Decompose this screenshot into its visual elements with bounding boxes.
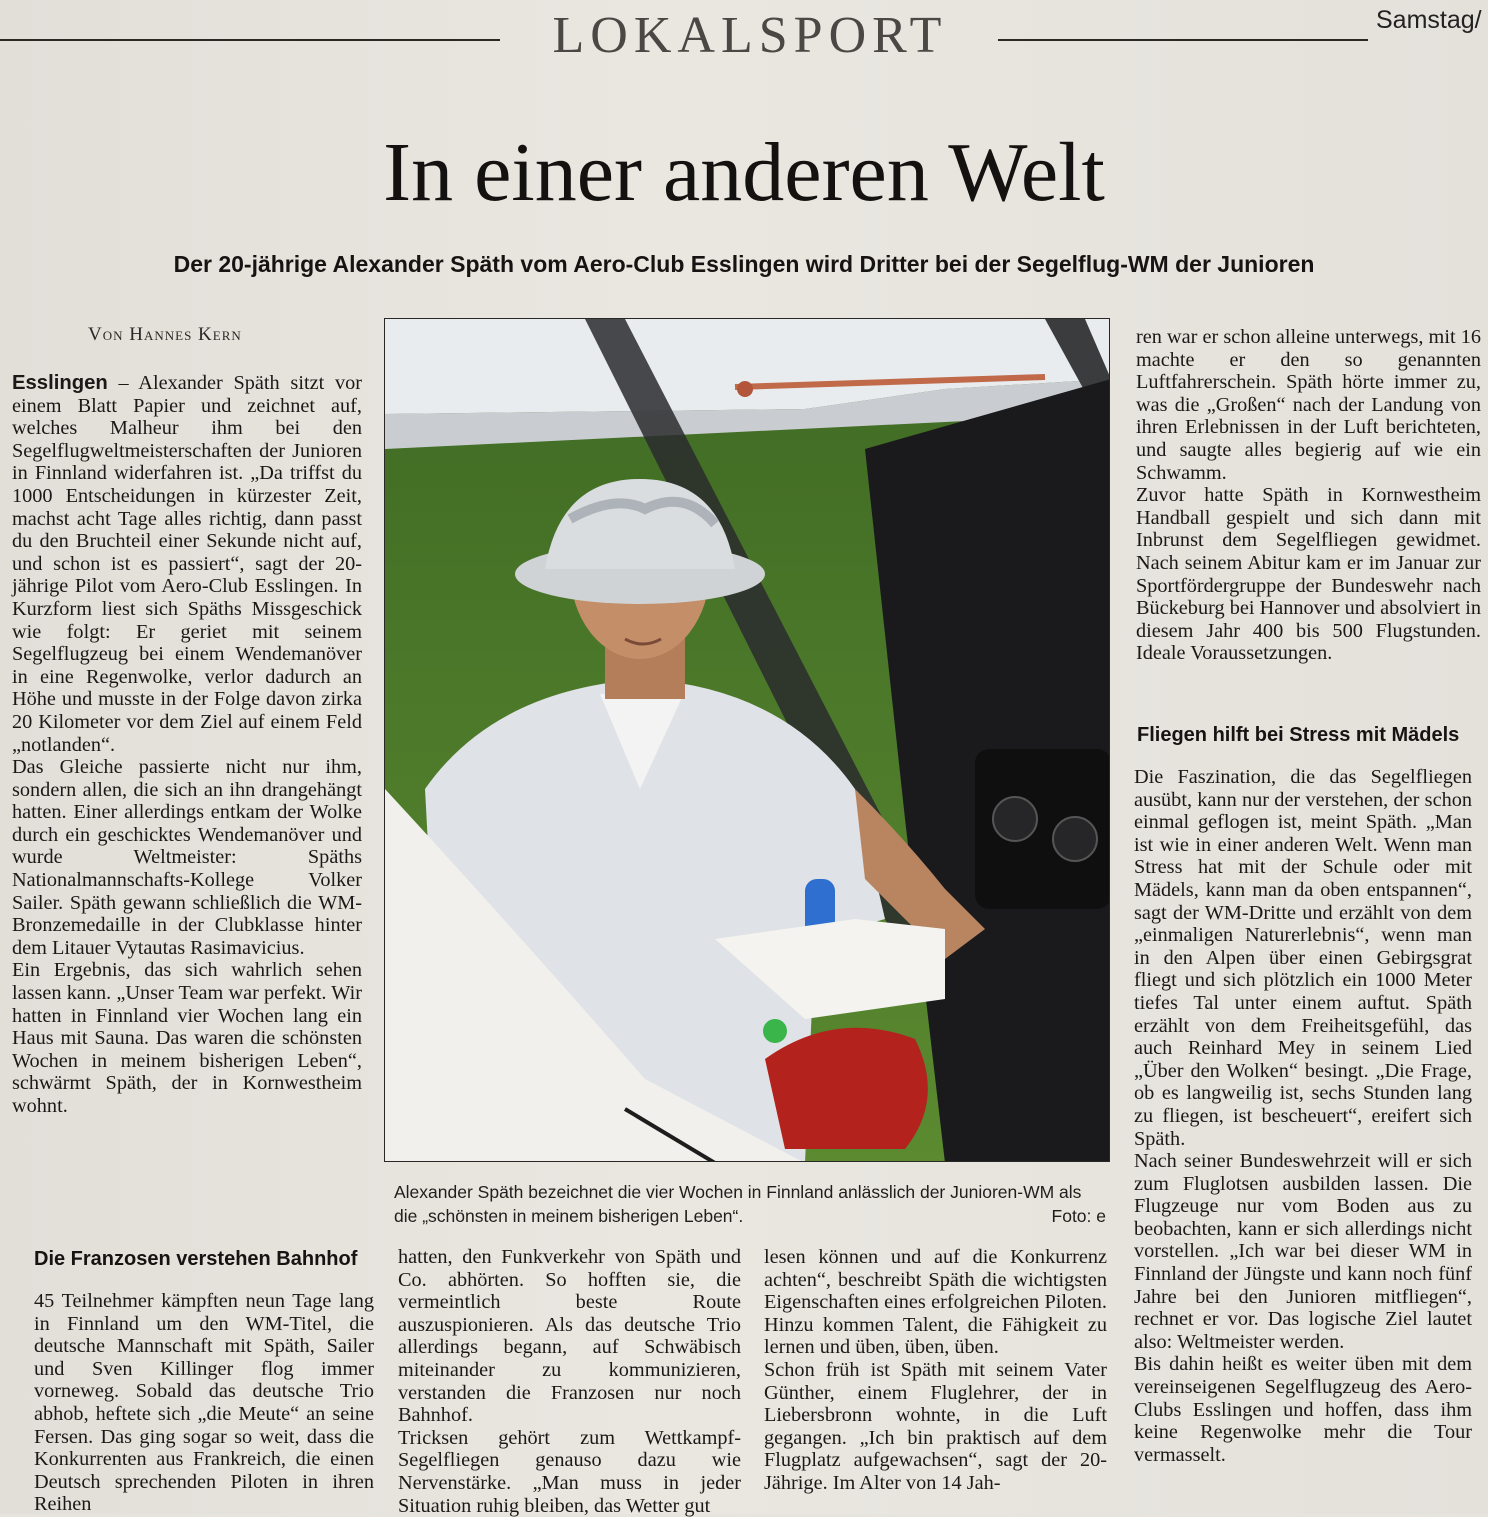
paragraph: Nach seiner Bundeswehrzeit will er sich zum Fluglotsen ausbilden lassen. Die Flugzeuge nur vom Boden aus zu beobachten, kann er sich allerdings nicht vorstellen. „Ich war bei dieser WM in Finnland der Jüngste und kann noch fünf Jahre bei den Junioren mitfliegen“, rechnet er vor. Das logische Ziel lautet also: Weltmeister werden. <box>1134 1150 1472 1353</box>
header-rule-left <box>0 39 500 41</box>
paragraph: Tricksen gehört zum Wettkampf-Segelfliegen genauso dazu wie Nervenstärke. „Man muss in jeder Situation ruhig bleiben, das Wetter gut <box>398 1426 741 1517</box>
column-4-upper <box>1136 326 1481 665</box>
column-4-lower <box>1134 766 1472 1466</box>
paragraph: Zuvor hatte Späth in Kornwestheim Handball gespielt und sich dann mit Inbrunst dem Segelfliegen gewidmet. Nach seinem Abitur kam er im Januar zur Sportfördergruppe der Bundeswehr nach Bückeburg bei Hannover und absolviert in diesem Jahr 400 bis 500 Flugstunden. Ideale Voraussetzungen. <box>1136 484 1481 665</box>
column-1-upper <box>12 372 362 1118</box>
paragraph: 45 Teilnehmer kämpften neun Tage lang in Finnland um den WM-Titel, die deutsche Mannschaft mit Späth, Sailer und Sven Killinger flog immer vorneweg. Sobald das deutsche Trio abhob, heftete sich „die Meute“ an seine Fersen. Das ging sogar so weit, dass die Konkurrenten aus Frankreich, die einen Deutsch sprechenden Piloten in ihren Reihen <box>34 1290 374 1516</box>
paragraph: Bis dahin heißt es weiter üben mit dem vereinseigenen Segelflugzeug des Aero-Clubs Esslingen und hoffen, dass ihm keine Regenwolke mehr die Tour vermasselt. <box>1134 1353 1472 1466</box>
photo-caption <box>394 1180 1106 1228</box>
subheadline: Der 20-jährige Alexander Späth vom Aero-Club Esslingen wird Dritter bei der Segelflug-WM der Junioren <box>173 251 1315 277</box>
caption-text: Alexander Späth bezeichnet die vier Wochen in Finnland anlässlich der Junioren-WM als die „schönsten in meinem bisherigen Leben“. <box>394 1182 1082 1226</box>
article-photo <box>384 318 1110 1162</box>
column-3 <box>764 1246 1107 1495</box>
byline <box>88 324 242 346</box>
subheading-2: Fliegen hilft bei Stress mit Mädels <box>1137 724 1460 746</box>
column-2 <box>398 1246 741 1517</box>
photo-illustration <box>385 319 1110 1162</box>
paragraph: lesen können und auf die Konkurrenz achten“, beschreibt Späth die wichtigsten Eigenschaften eines erfolgreichen Piloten. Hinzu kommen Talent, die Fähigkeit zu lernen und üben, üben, üben. <box>764 1246 1107 1359</box>
paragraph: Die Faszination, die das Segelfliegen ausübt, kann nur der verstehen, der schon einmal geflogen ist, meint Späth. „Man ist wie in einer anderen Welt. Wenn man Stress hat mit der Schule oder mit Mädels, kann man da oben entspannen“, sagt der WM-Dritte und erzählt von dem „einmaligen Naturerlebnis“, wenn man in den Alpen über einen Gebirgsgrat fliegt und sich plötzlich ein 1000 Meter tiefes Tal unter einem auftut. Späth erzählt von dem Freiheitsgefühl, das auch Reinhard Mey in seinem Lied „Über den Wolken“ besingt. „Die Frage, ob es langweilig ist, sechs Stunden lang zu fliegen, ist bescheuert“, ereifert sich Späth. <box>1134 766 1472 1150</box>
dateline: Samstag/ <box>1376 6 1482 34</box>
header-rule-right <box>998 39 1368 41</box>
section-title: LOKALSPORT <box>552 7 948 64</box>
paragraph-text: – Alexander Späth sitzt vor einem Blatt Papier und zeichnet auf, welches Malheur ihm bei den Segelflugweltmeisterschaften der Junioren in Finnland widerfahren ist. „Da triffst du 1000 Entscheidungen in kürzester Zeit, machst acht Tage alles richtig, dann passt du den Bruchteil einer Sekunde nicht auf, und schon ist es passiert“, sagt der 20-jährige Pilot vom Aero-Club Esslingen. In Kurzform liest sich Späths Missgeschick wie folgt: Er geriet mit seinem Segelflugzeug bei einem Wendemanöver in eine Regenwolke, verlor dadurch an Höhe und musste in der Folge davon zirka 20 Kilometer vor dem Ziel auf einem Feld „notlanden“. <box>12 372 362 756</box>
headline: In einer anderen Welt <box>383 126 1105 219</box>
paragraph: Das Gleiche passierte nicht nur ihm, sondern allen, die sich an ihn drangehängt hatten. Einer allerdings entkam der Wolke durch ein geschicktes Wendemanöver und wurde Weltmeister: Späths Nationalmannschafts-Kollege Volker Sailer. Späth gewann schließlich die WM-Bronzemedaille in der Clubklasse hinter dem Litauer Vytautas Rasimavicius. <box>12 756 362 959</box>
paragraph: ren war er schon alleine unterwegs, mit 16 machte er den so genannten Luftfahrerschein. Späth hörte immer zu, was die „Großen“ nach der Landung von ihren Erlebnissen in der Luft berichteten, und saugte alles begierig auf wie ein Schwamm. <box>1136 326 1481 484</box>
byline-text: Von Hannes Kern <box>88 324 242 345</box>
paragraph <box>12 372 362 756</box>
paragraph: hatten, den Funkverkehr von Späth und Co. abhörten. So hofften sie, die vermeintlich beste Route auszuspionieren. Als das deutsche Trio allerdings begann, auf Schwäbisch miteinander zu kommunizieren, verstanden die Franzosen nur noch Bahnhof. <box>398 1246 741 1427</box>
column-1-lower <box>34 1290 374 1516</box>
subheading-1: Die Franzosen verstehen Bahnhof <box>34 1248 358 1270</box>
lead-place: Esslingen <box>12 372 108 394</box>
paragraph: Ein Ergebnis, das sich wahrlich sehen lassen kann. „Unser Team war perfekt. Wir hatten in Finnland vier Wochen lang ein Haus mit Sauna. Das waren die schönsten Wochen in meinem bisherigen Leben“, schwärmt Späth, der in Kornwestheim wohnt. <box>12 959 362 1117</box>
paragraph: Schon früh ist Späth mit seinem Vater Günther, einem Fluglehrer, der in Liebersbronn wohnte, in die Luft gegangen. „Ich bin praktisch auf dem Flugplatz aufgewachsen“, sagt der 20-Jährige. Im Alter von 14 Jah- <box>764 1358 1107 1494</box>
photo-credit: Foto: e <box>1051 1206 1106 1226</box>
